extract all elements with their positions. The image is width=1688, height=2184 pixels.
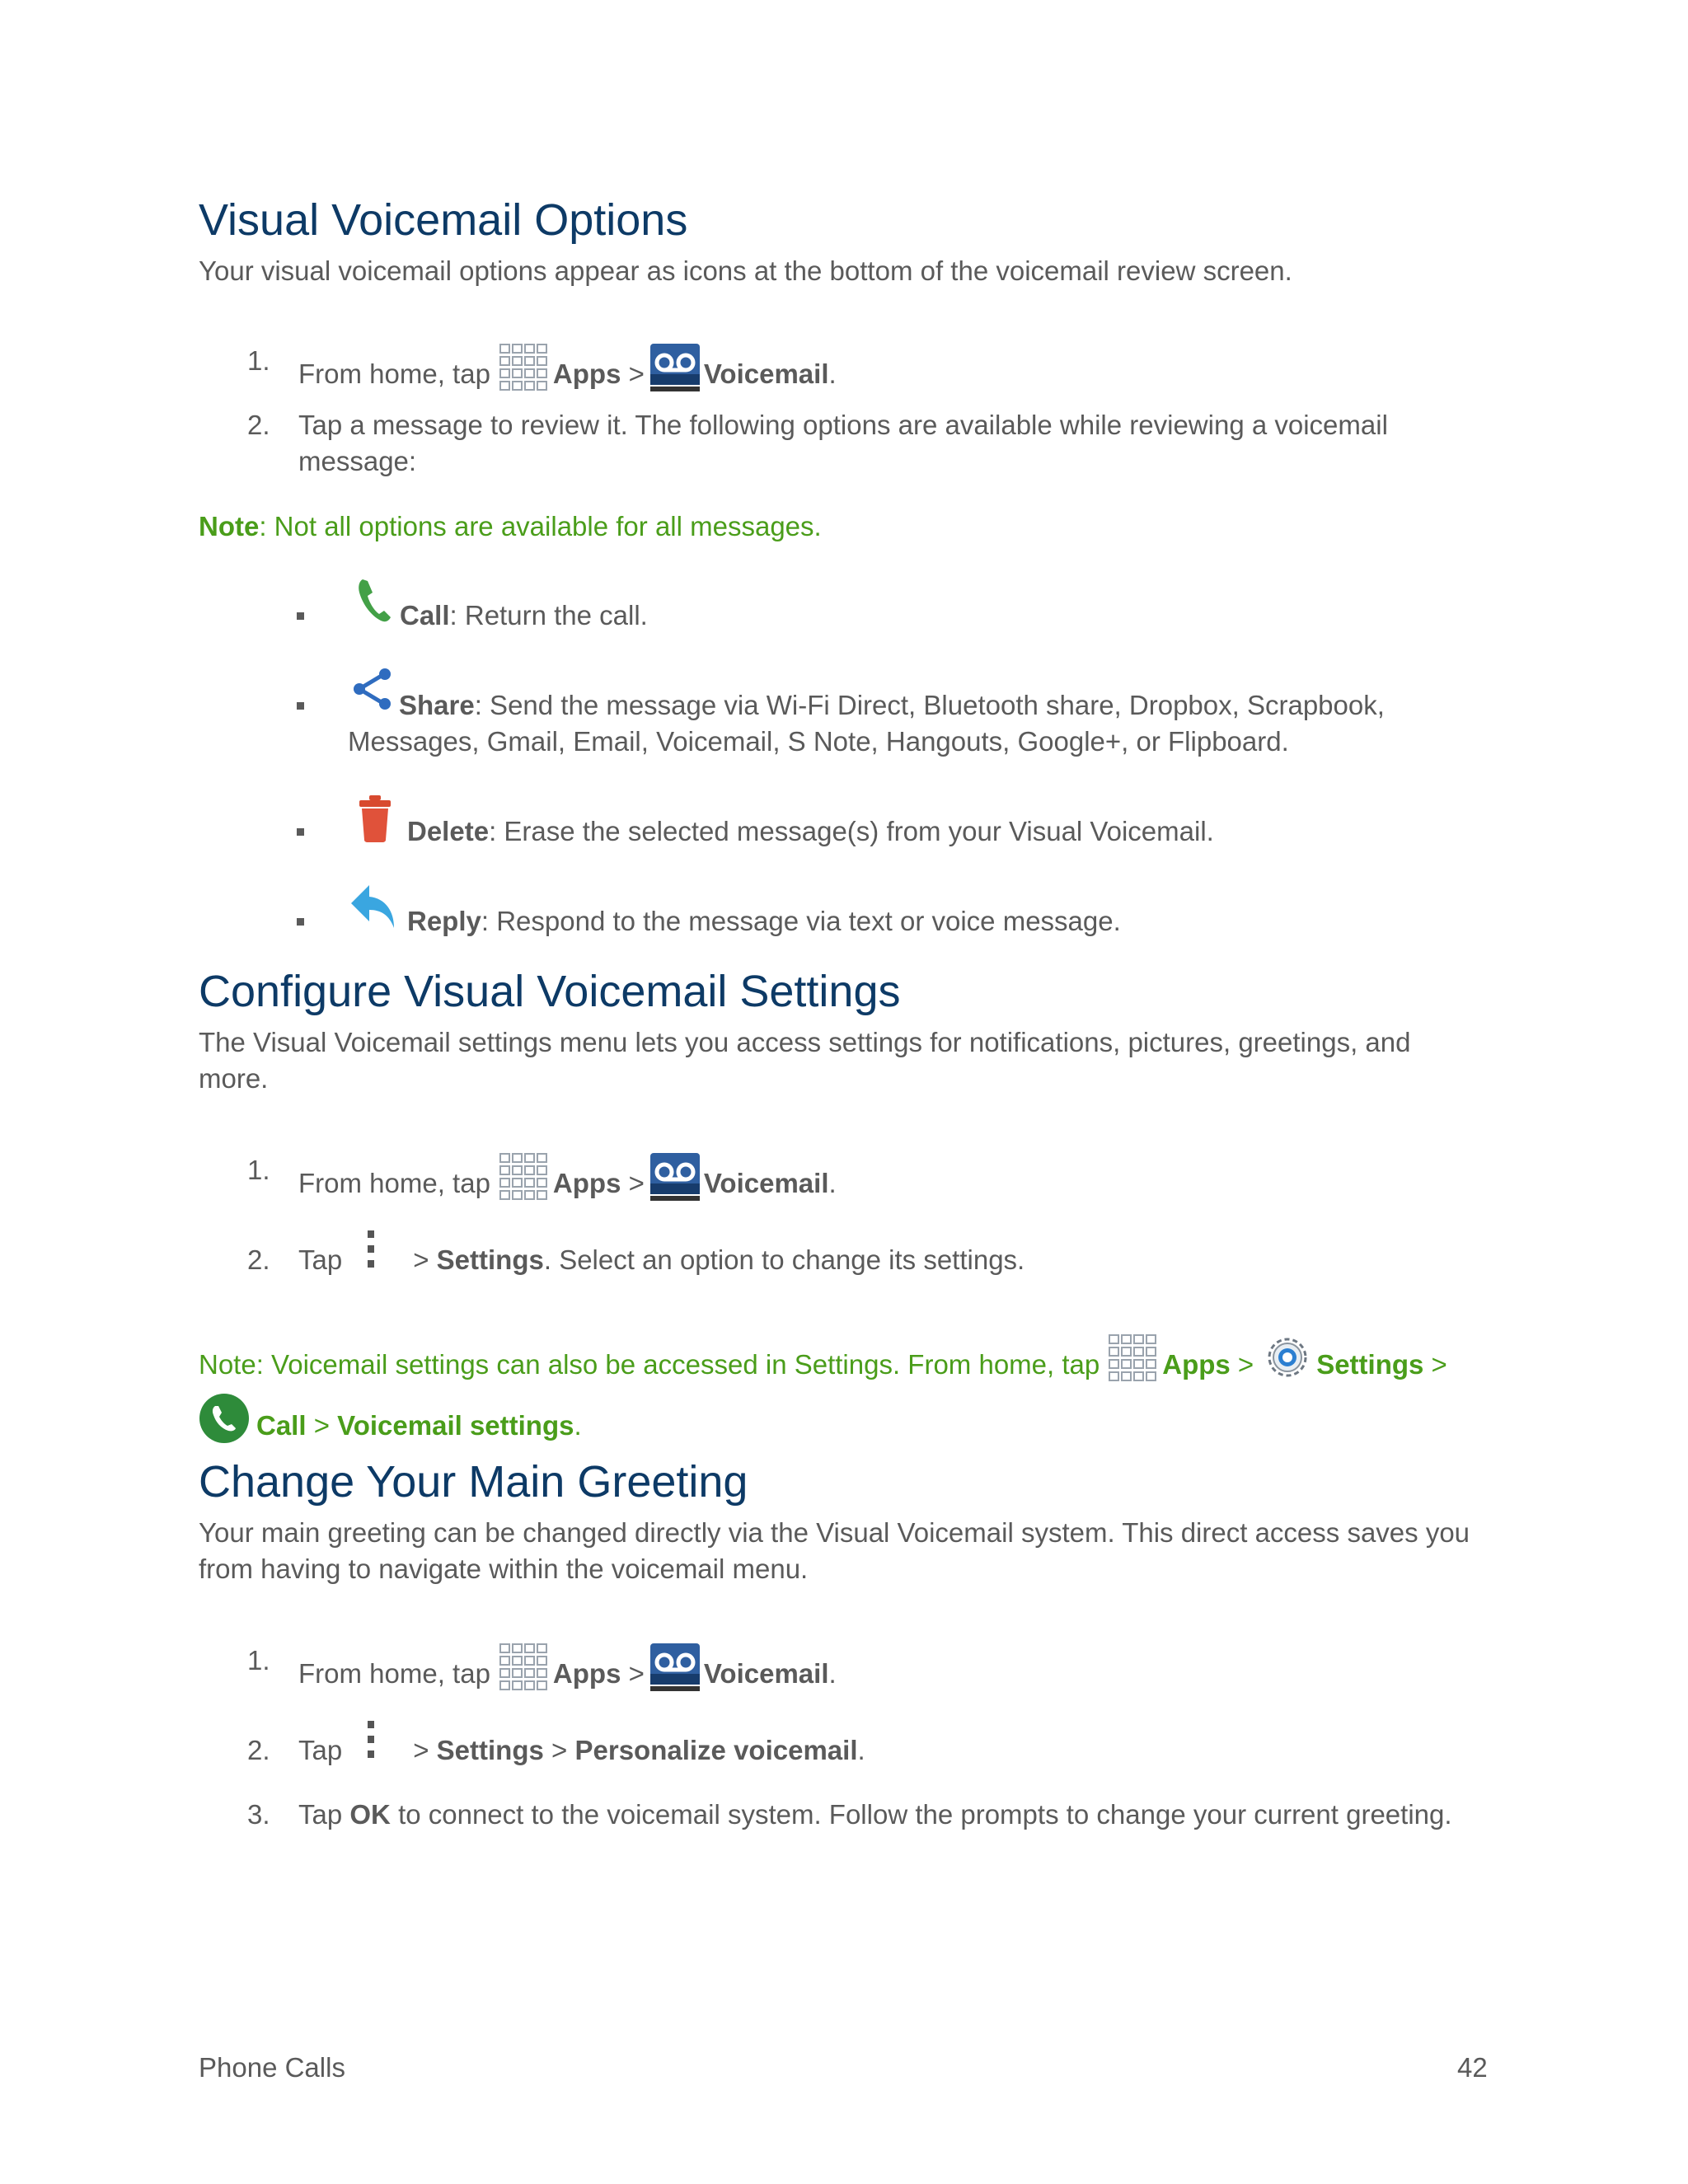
step-number: 1. <box>247 345 270 376</box>
voicemail-icon <box>649 1643 701 1692</box>
phone-icon <box>356 578 392 624</box>
option-text: : Send the message via Wi-Fi Direct, Bluetooth share, Dropbox, Scrapbook, <box>474 690 1385 720</box>
personalize-voicemail-label: Personalize voicemail <box>574 1735 858 1765</box>
separator: > <box>413 1735 429 1765</box>
punctuation: . <box>828 1658 837 1689</box>
section-intro: Your visual voicemail options appear as icons at the bottom of the voicemail review screen. <box>199 255 1292 286</box>
option-text: : Respond to the message via text or voice message. <box>481 906 1121 936</box>
settings-label: Settings <box>436 1735 544 1765</box>
option-label: Call <box>400 600 450 630</box>
apps-label: Apps <box>552 1168 621 1198</box>
punctuation: . <box>828 359 837 389</box>
apps-grid-icon <box>499 1152 548 1202</box>
separator: > <box>1431 1349 1447 1380</box>
step-number: 1. <box>247 1155 270 1185</box>
note <box>199 509 822 545</box>
option-label: Reply <box>407 906 481 936</box>
bullet-marker <box>297 918 304 926</box>
apps-label: Apps <box>552 1658 621 1689</box>
note-label: Note <box>199 511 260 541</box>
more-vert-icon[interactable] <box>365 1229 377 1272</box>
step-number: 2. <box>247 1735 270 1765</box>
apps-label: Apps <box>552 359 621 389</box>
option-label: Share <box>399 690 475 720</box>
apps-grid-icon <box>499 343 548 392</box>
step-text-end: . Select an option to change its settings. <box>543 1244 1025 1275</box>
step-number: 1. <box>247 1645 270 1675</box>
apps-label: Apps <box>1162 1349 1231 1380</box>
note-cont <box>199 1393 582 1444</box>
gear-icon <box>1262 1332 1313 1383</box>
step-text: From home, tap <box>298 1658 490 1689</box>
section-intro: Your main greeting can be changed directly via the Visual Voicemail system. This direct access saves you from having to navigate within the voicemail menu. <box>199 1517 1470 1584</box>
step-text: From home, tap <box>298 1168 490 1198</box>
voicemail-icon <box>649 343 701 392</box>
separator: > <box>628 1168 645 1198</box>
separator: > <box>628 359 645 389</box>
more-vert-icon[interactable] <box>365 1719 377 1762</box>
step-text-end: to connect to the voicemail system. Follow the prompts to change your current greeting. <box>398 1799 1452 1830</box>
step-number: 3. <box>247 1799 270 1830</box>
bullet-marker <box>297 702 304 710</box>
separator: > <box>1237 1349 1254 1380</box>
page-number: 42 <box>1457 2052 1488 2083</box>
trash-icon <box>356 794 394 843</box>
note <box>199 1332 1447 1383</box>
bullet-marker <box>297 612 304 620</box>
section-title: Configure Visual Voicemail Settings <box>199 967 901 1016</box>
separator: > <box>313 1410 330 1441</box>
step-number: 2. <box>247 410 270 440</box>
bullet-marker <box>297 828 304 836</box>
note-text: : Not all options are available for all messages. <box>259 511 822 541</box>
settings-label: Settings <box>436 1244 544 1275</box>
voicemail-settings-label: Voicemail settings <box>337 1410 574 1441</box>
step-text: Tap a message to review it. The following options are available while reviewing a voicemail message: <box>298 410 1388 476</box>
voicemail-label: Voicemail <box>703 1658 829 1689</box>
call-label: Call <box>256 1410 307 1441</box>
punctuation: . <box>828 1168 837 1198</box>
note-text: Note: Voicemail settings can also be accessed in Settings. From home, tap <box>199 1349 1100 1380</box>
voicemail-label: Voicemail <box>703 1168 829 1198</box>
apps-grid-icon <box>499 1643 548 1692</box>
separator: > <box>628 1658 645 1689</box>
phone-circle-icon <box>199 1393 250 1444</box>
option-text-cont: Messages, Gmail, Email, Voicemail, S Note, Hangouts, Google+, or Flipboard. <box>348 726 1289 757</box>
option-label: Delete <box>407 816 490 846</box>
option-text: : Erase the selected message(s) from your Visual Voicemail. <box>489 816 1214 846</box>
step-number: 2. <box>247 1244 270 1275</box>
step-text: Tap <box>298 1735 343 1765</box>
separator: > <box>413 1244 429 1275</box>
reply-icon <box>349 883 397 930</box>
option-text: : Return the call. <box>449 600 648 630</box>
voicemail-icon <box>649 1152 701 1202</box>
step-text: From home, tap <box>298 359 490 389</box>
step-text: Tap <box>298 1244 343 1275</box>
section-title: Visual Voicemail Options <box>199 195 688 245</box>
punctuation: . <box>857 1735 865 1765</box>
share-icon <box>351 668 394 710</box>
voicemail-label: Voicemail <box>703 359 829 389</box>
settings-label: Settings <box>1316 1349 1424 1380</box>
section-intro: The Visual Voicemail settings menu lets you access settings for notifications, pictures, greetings, and more. <box>199 1027 1411 1094</box>
punctuation: . <box>574 1410 582 1441</box>
step-text: Tap <box>298 1799 343 1830</box>
ok-label: OK <box>349 1799 391 1830</box>
separator: > <box>551 1735 568 1765</box>
apps-grid-icon <box>1108 1333 1157 1383</box>
footer-section-name: Phone Calls <box>199 2052 345 2083</box>
section-title: Change Your Main Greeting <box>199 1457 748 1507</box>
